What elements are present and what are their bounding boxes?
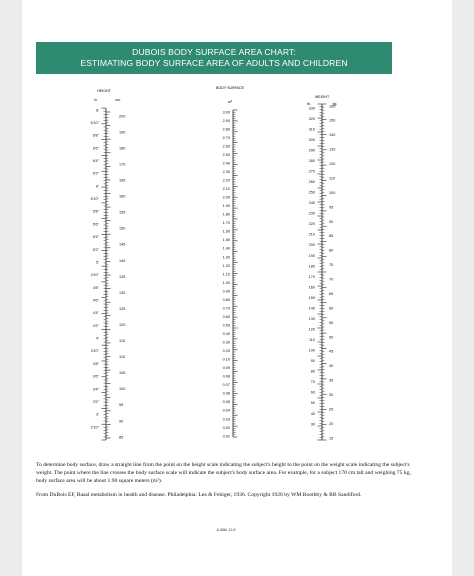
weight-lb-label: 70 bbox=[310, 380, 315, 385]
weight-lb-label: 260 bbox=[308, 180, 315, 185]
height-inch-label: 5'10" bbox=[90, 197, 99, 202]
surface-unit: m² bbox=[227, 100, 233, 104]
surface-label: 2.60 bbox=[222, 144, 230, 149]
surface-label: 1.50 bbox=[222, 238, 230, 243]
surface-label: 2.30 bbox=[222, 169, 230, 174]
surface-label: 0.02 bbox=[222, 425, 230, 430]
height-inch-label: 3'2" bbox=[92, 399, 99, 404]
height-cm-label: 170 bbox=[119, 162, 126, 167]
surface-label: 0.05 bbox=[222, 400, 230, 405]
height-inch-label: 5' bbox=[96, 260, 99, 265]
height-inch-label: 4'8" bbox=[92, 285, 99, 290]
instructions-paragraph: To determine body surface, draw a straight line from the point on the height scale indicating the subject's height to the point on the weight scale indicating the subject's weight. The point where the line crosses the body surface scale will indicate the subject's body surface area. For example, for a subject 170 cm tall and weighing 75 kg, body surface area will be about 1.90 square meters (m²). bbox=[36, 462, 411, 485]
surface-label: 1.00 bbox=[222, 280, 230, 285]
weight-kg-label: 70 bbox=[329, 277, 334, 282]
weight-lb-label: 80 bbox=[310, 369, 315, 374]
height-scale-header: HEIGHT bbox=[97, 89, 111, 93]
height-inch-label: 3' bbox=[96, 412, 99, 417]
height-cm-label: 150 bbox=[119, 226, 126, 231]
surface-label: 0.08 bbox=[222, 374, 230, 379]
height-inch-label: 6'10" bbox=[90, 120, 99, 125]
height-inch-label: 6' bbox=[96, 184, 99, 189]
height-scale bbox=[91, 89, 126, 440]
height-inch-label: 8' bbox=[96, 108, 99, 113]
surface-label: 1.30 bbox=[222, 255, 230, 260]
weight-kg-label: 100 bbox=[329, 190, 336, 195]
weight-kg-label: 140 bbox=[329, 133, 336, 138]
height-inch-label: 5'8" bbox=[92, 209, 99, 214]
weight-lb-label: 100 bbox=[308, 348, 315, 353]
weight-scale bbox=[307, 95, 337, 440]
height-cm-label: 135 bbox=[119, 274, 126, 279]
weight-unit-lb: lb. bbox=[307, 102, 311, 106]
weight-lb-label: 50 bbox=[310, 401, 315, 406]
weight-kg-label: 55 bbox=[329, 320, 334, 325]
weight-lb-label: 170 bbox=[308, 274, 315, 279]
weight-lb-label: 220 bbox=[308, 222, 315, 227]
height-inch-label: 3'8" bbox=[92, 361, 99, 366]
surface-label: 1.40 bbox=[222, 246, 230, 251]
surface-label: 2.70 bbox=[222, 135, 230, 140]
weight-lb-label: 40 bbox=[310, 411, 315, 416]
surface-label: 0.80 bbox=[222, 297, 230, 302]
surface-label: 1.80 bbox=[222, 212, 230, 217]
surface-label: 0.70 bbox=[222, 306, 230, 311]
surface-label: 0.07 bbox=[222, 383, 230, 388]
weight-lb-label: 280 bbox=[308, 158, 315, 163]
height-cm-label: 130 bbox=[119, 290, 126, 295]
weight-lb-label: 120 bbox=[308, 327, 315, 332]
weight-lb-label: 140 bbox=[308, 306, 315, 311]
weight-kg-label: 110 bbox=[329, 176, 336, 181]
surface-label: 1.20 bbox=[222, 263, 230, 268]
weight-lb-label: 230 bbox=[308, 211, 315, 216]
height-cm-label: 160 bbox=[119, 194, 126, 199]
weight-lb-label: 200 bbox=[308, 243, 315, 248]
height-inch-label: 3'10" bbox=[90, 349, 99, 354]
weight-kg-label: 50 bbox=[329, 335, 334, 340]
surface-label: 2.10 bbox=[222, 187, 230, 192]
height-inch-label: 5'2" bbox=[92, 247, 99, 252]
weight-lb-label: 150 bbox=[308, 295, 315, 300]
surface-label: 0.50 bbox=[222, 323, 230, 328]
surface-label: 2.80 bbox=[222, 127, 230, 132]
height-cm-label: 95 bbox=[119, 403, 124, 408]
weight-kg-label: 25 bbox=[329, 407, 334, 412]
height-inch-label: 2'10" bbox=[90, 425, 99, 430]
surface-label: 2.20 bbox=[222, 178, 230, 183]
weight-lb-label: 180 bbox=[308, 264, 315, 269]
surface-label: 0.03 bbox=[222, 417, 230, 422]
body-surface-scale bbox=[216, 86, 245, 438]
title-line-2: ESTIMATING BODY SURFACE AREA OF ADULTS AND CHILDREN bbox=[80, 58, 348, 68]
weight-scale-header: WEIGHT bbox=[314, 95, 330, 99]
height-cm-label: 165 bbox=[119, 178, 126, 183]
weight-kg-label: 20 bbox=[329, 421, 334, 426]
height-cm-label: 190 bbox=[119, 130, 126, 135]
height-cm-label: 180 bbox=[119, 146, 126, 151]
surface-label: 2.50 bbox=[222, 152, 230, 157]
height-cm-label: 85 bbox=[119, 435, 124, 440]
weight-kg-label: 150 bbox=[329, 118, 336, 123]
surface-label: 3.00 bbox=[222, 110, 230, 115]
height-cm-label: 115 bbox=[119, 339, 126, 343]
height-cm-label: 155 bbox=[119, 210, 126, 215]
height-inch-label: 3'6" bbox=[92, 374, 99, 379]
height-inch-label: 6'4" bbox=[92, 159, 99, 164]
height-cm-label: 90 bbox=[119, 419, 124, 424]
surface-label: 0.30 bbox=[222, 340, 230, 345]
weight-kg-label: 75 bbox=[329, 263, 334, 268]
surface-label: 1.10 bbox=[222, 272, 230, 277]
weight-kg-label: 120 bbox=[329, 162, 336, 167]
height-inch-label: 3'4" bbox=[92, 387, 99, 392]
weight-unit-kg: kg. bbox=[332, 102, 338, 106]
height-inch-label: 5'6" bbox=[92, 222, 99, 227]
weight-lb-label: 320 bbox=[308, 116, 315, 121]
surface-label: 2.00 bbox=[222, 195, 230, 200]
weight-kg-label: 60 bbox=[329, 306, 334, 311]
weight-lb-label: 250 bbox=[308, 190, 315, 195]
surface-label: 2.40 bbox=[222, 161, 230, 166]
surface-label: 0.01 bbox=[222, 434, 230, 439]
weight-kg-label: 35 bbox=[329, 378, 334, 383]
height-cm-label: 100 bbox=[119, 387, 126, 392]
weight-kg-label: 160 bbox=[329, 104, 336, 109]
weight-lb-label: 60 bbox=[310, 390, 315, 395]
height-cm-label: 120 bbox=[119, 322, 126, 327]
weight-lb-label: 110 bbox=[308, 338, 315, 343]
weight-kg-label: 95 bbox=[329, 205, 334, 210]
weight-lb-label: 30 bbox=[310, 422, 315, 427]
height-cm-label: 140 bbox=[119, 258, 126, 263]
weight-kg-label: 85 bbox=[329, 234, 334, 239]
weight-lb-label: 300 bbox=[308, 137, 315, 142]
height-inch-label: 4' bbox=[96, 336, 99, 341]
weight-lb-label: 210 bbox=[308, 232, 315, 237]
surface-label: 2.90 bbox=[222, 118, 230, 123]
surface-label: 0.04 bbox=[222, 408, 230, 413]
height-inch-label: 4'4" bbox=[92, 311, 99, 316]
surface-label: 1.60 bbox=[222, 229, 230, 234]
surface-label: 1.70 bbox=[222, 221, 230, 226]
weight-lb-label: 290 bbox=[308, 148, 315, 153]
weight-lb-label: 330 bbox=[308, 106, 315, 111]
height-cm-label: 105 bbox=[119, 371, 126, 376]
weight-kg-label: 15 bbox=[329, 436, 334, 441]
height-inch-label: 4'6" bbox=[92, 298, 99, 303]
surface-label: 0.09 bbox=[222, 366, 230, 371]
height-cm-label: 125 bbox=[119, 306, 126, 311]
surface-label: 0.10 bbox=[222, 357, 230, 362]
weight-lb-label: 130 bbox=[308, 316, 315, 321]
height-inch-label: 6'6" bbox=[92, 146, 99, 151]
surface-label: 0.60 bbox=[222, 314, 230, 319]
weight-kg-label: 40 bbox=[329, 364, 334, 369]
weight-lb-label: 160 bbox=[308, 285, 315, 290]
weight-lb-label: 90 bbox=[310, 359, 315, 364]
surface-label: 0.40 bbox=[222, 331, 230, 336]
surface-label: 0.20 bbox=[222, 349, 230, 354]
surface-label: 0.06 bbox=[222, 391, 230, 396]
weight-kg-label: 30 bbox=[329, 393, 334, 397]
height-unit-cm: cm. bbox=[115, 98, 121, 102]
height-inch-label: 4'10" bbox=[90, 273, 99, 278]
surface-label: 0.90 bbox=[222, 289, 230, 294]
height-unit-inches: in. bbox=[94, 98, 98, 102]
height-inch-label: 6'8" bbox=[92, 133, 99, 138]
height-cm-label: 200 bbox=[119, 114, 126, 119]
height-inch-label: 4'2" bbox=[92, 323, 99, 328]
height-cm-label: 145 bbox=[119, 242, 126, 247]
weight-kg-label: 65 bbox=[329, 291, 334, 296]
weight-lb-label: 240 bbox=[308, 201, 315, 206]
weight-kg-label: 90 bbox=[329, 219, 334, 224]
source-citation: From DuBois EF, Basal metabolism in health and disease. Philadelphia: Lea & Febiger, 1936. Copyright 1920 by WM Boothby & RB Sandiford. bbox=[36, 492, 362, 498]
weight-kg-label: 45 bbox=[329, 349, 334, 354]
weight-lb-label: 190 bbox=[308, 253, 315, 258]
surface-label: 1.90 bbox=[222, 204, 230, 209]
height-cm-label: 110 bbox=[119, 355, 126, 360]
height-inch-label: 5'4" bbox=[92, 235, 99, 240]
surface-scale-header: BODY SURFACE bbox=[215, 86, 245, 90]
height-inch-label: 6'2" bbox=[92, 171, 99, 176]
weight-kg-label: 80 bbox=[329, 248, 334, 253]
page-code: A-068• 12-8 bbox=[216, 528, 236, 532]
weight-kg-label: 130 bbox=[329, 147, 336, 152]
weight-lb-label: 270 bbox=[308, 169, 315, 174]
title-line-1: DUBOIS BODY SURFACE AREA CHART: bbox=[132, 47, 296, 57]
weight-lb-label: 310 bbox=[308, 127, 315, 132]
